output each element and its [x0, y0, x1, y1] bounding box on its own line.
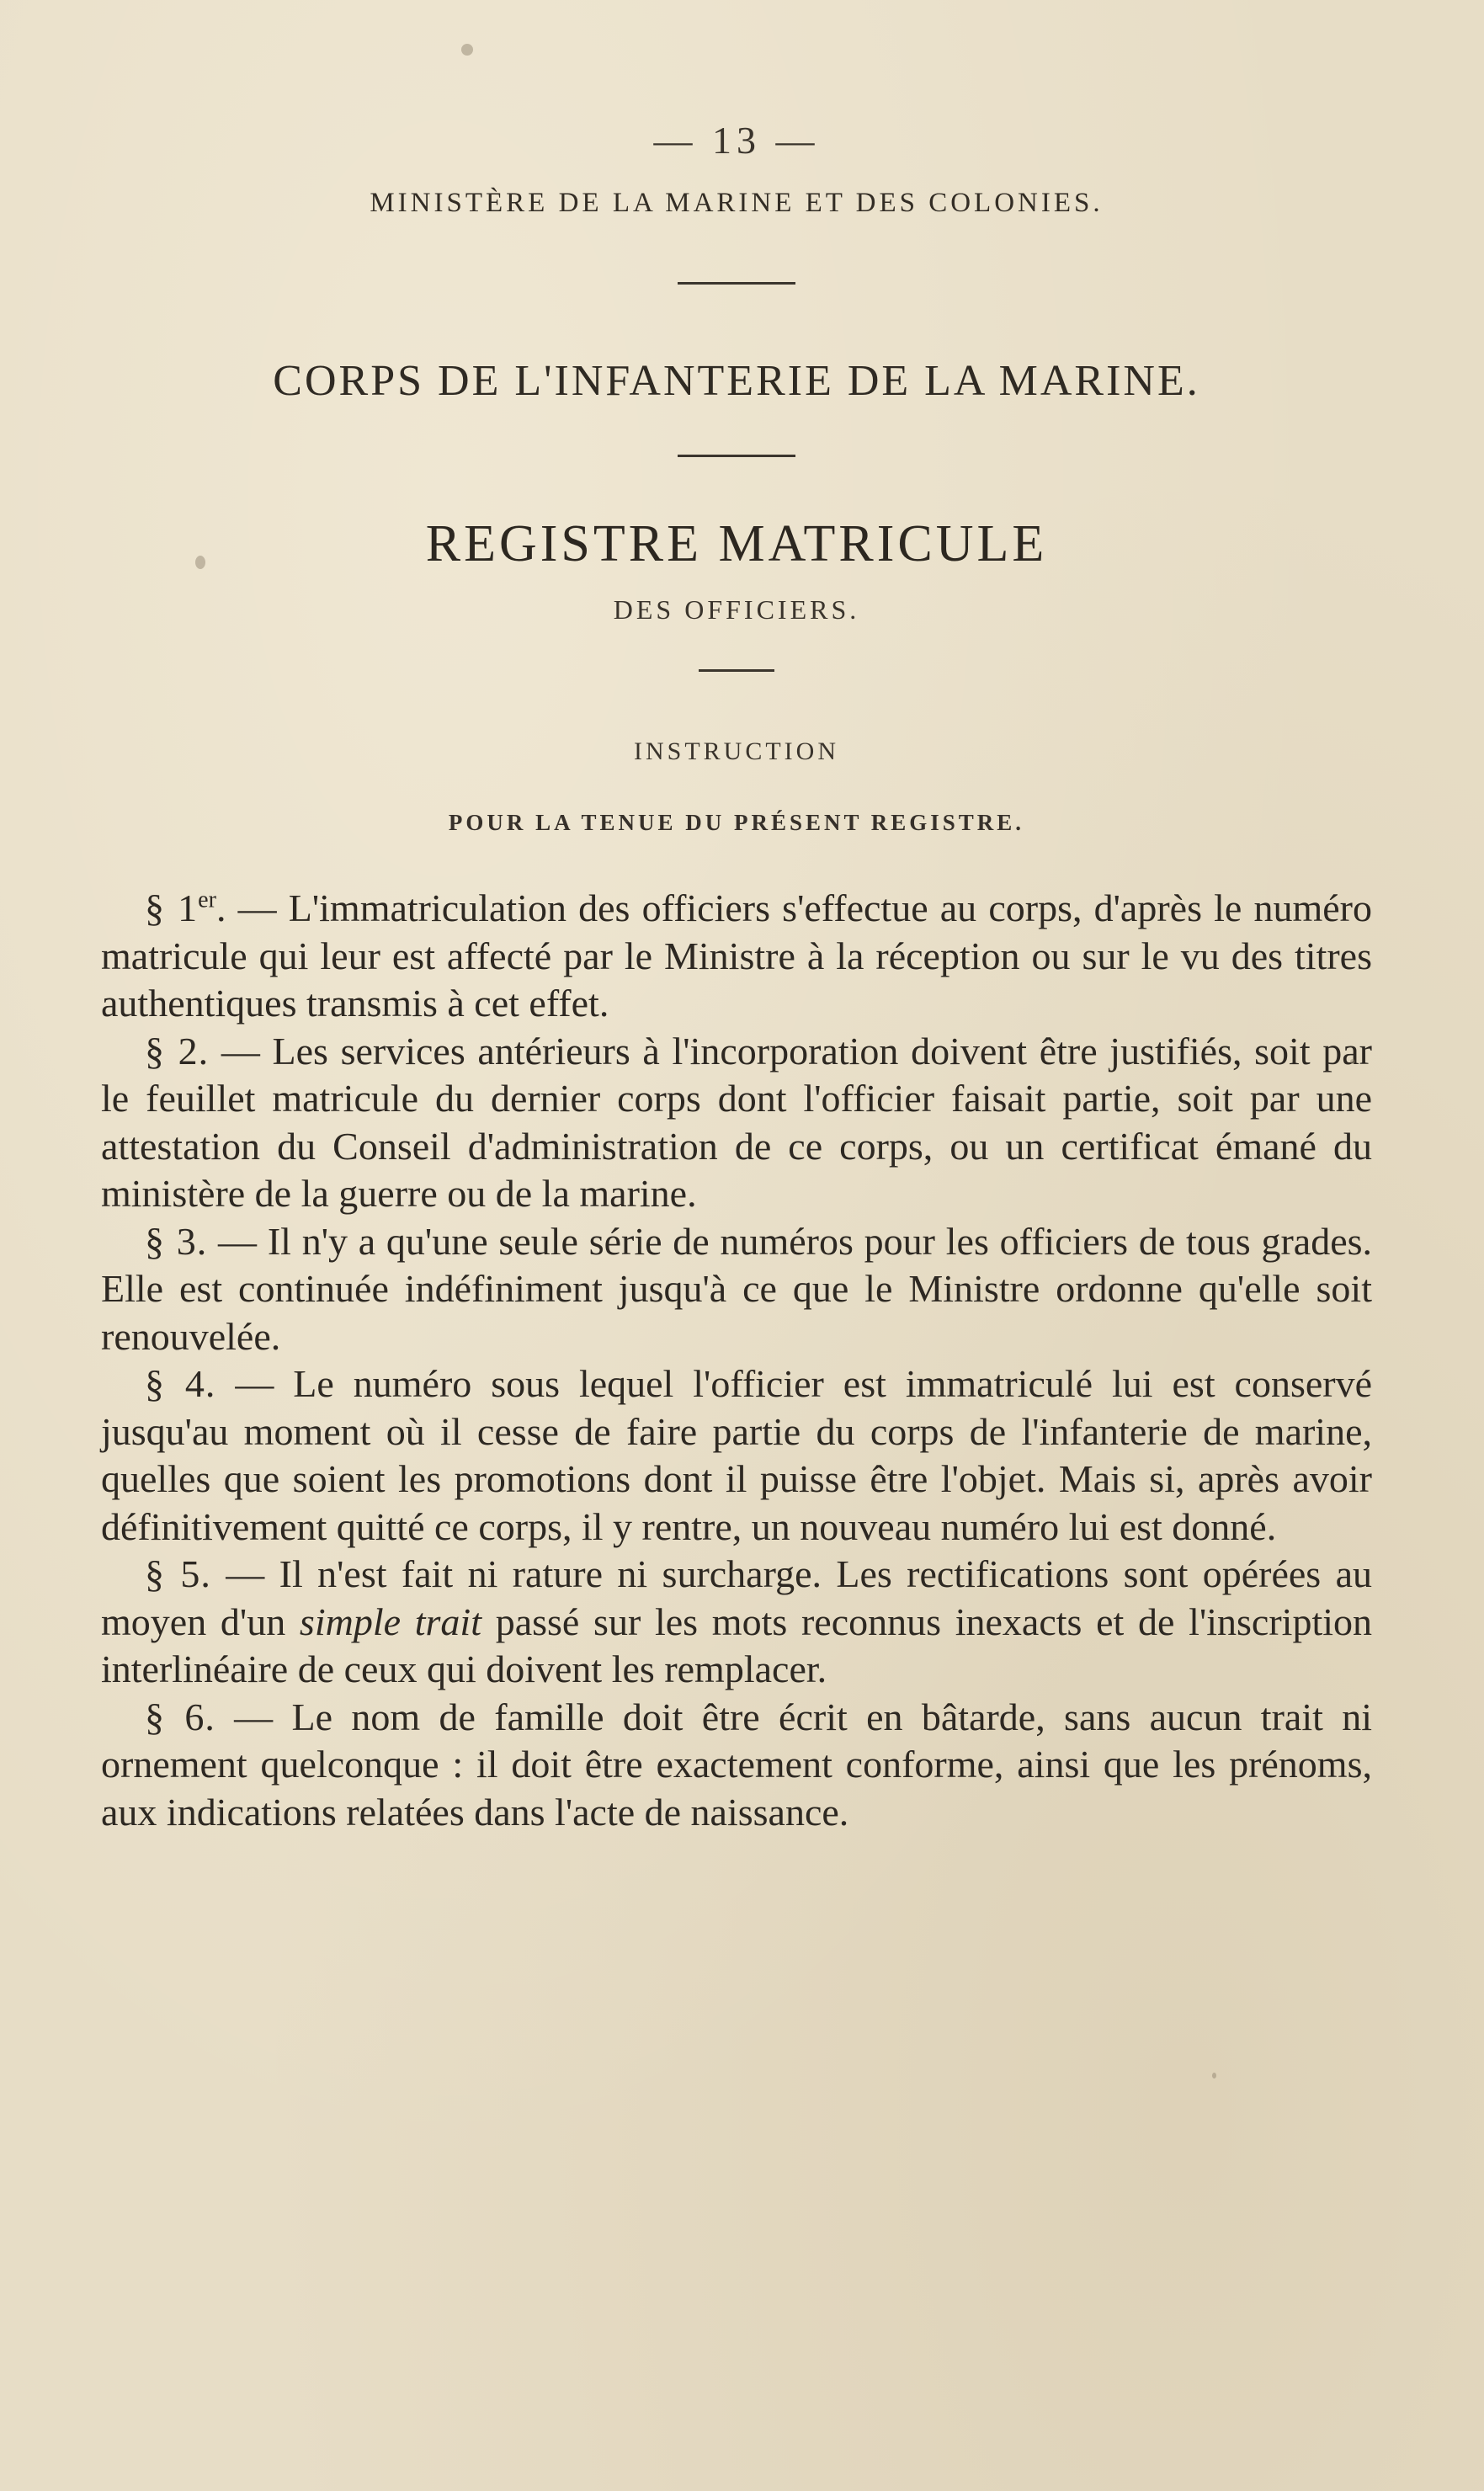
paper-speck — [195, 556, 205, 569]
register-subtitle: DES OFFICIERS. — [613, 594, 860, 625]
paper-speck — [461, 44, 473, 56]
paragraph-marker: § 5. — [145, 1552, 211, 1595]
paragraph-1 — [101, 885, 1372, 1028]
instruction-subtitle: POUR LA TENUE DU PRÉSENT REGISTRE. — [448, 810, 1025, 835]
paragraph-marker: § 6. — [145, 1695, 215, 1738]
divider-rule — [678, 282, 795, 285]
paragraph-marker: § 2. — [145, 1029, 210, 1073]
paragraph-text: — Les services antérieurs à l'incorporation doivent être justifiés, soit par le feuillet matricule du dernier corps dont l'officier faisait partie, soit par une attestation du Conseil d'administration de ce corps, ou un certificat émané du ministère de la guerre ou de la marine. — [101, 1029, 1373, 1215]
paragraph-text: — Il n'y a qu'une seule série de numéros pour les officiers de tous grades. Elle est continuée indéfiniment jusqu'à ce que le Ministre ordonne qu'elle soit renouvelée. — [101, 1219, 1373, 1358]
paragraph-6 — [101, 1694, 1372, 1837]
paragraph-marker: § 4. — [145, 1362, 216, 1405]
divider-rule — [699, 669, 774, 672]
paper-speck — [1212, 2073, 1216, 2078]
emphasized-text: simple trait — [299, 1599, 481, 1643]
ordinal-superscript: er — [198, 886, 216, 913]
corps-heading: CORPS DE L'INFANTERIE DE LA MARINE. — [273, 357, 1200, 405]
paragraph-marker: § 3. — [145, 1219, 208, 1263]
divider-rule — [678, 455, 795, 457]
paragraph-text: — Le numéro sous lequel l'officier est immatriculé lui est conservé jusqu'au moment où il cesse de faire partie du corps de l'infanterie de marine, quelles que soient les promotions dont il puisse être l'objet. Mais si, après avoir définitivement quitté ce corps, il y rentre, un nouveau numéro lui est donné. — [101, 1362, 1373, 1548]
document-page — [101, 101, 1372, 1836]
page-number: — 13 — — [653, 119, 820, 162]
paragraph-text: . — L'immatriculation des officiers s'effectue au corps, d'après le numéro matricule qui leur est affecté par le Ministre à la réception ou sur le vu des titres authentiques transmis à cet effet. — [101, 886, 1373, 1025]
paragraph-2 — [101, 1028, 1372, 1218]
paragraph-5 — [101, 1551, 1372, 1694]
paragraph-text: — Le nom de famille doit être écrit en bâtarde, sans aucun trait ni ornement quelconque : il doit être exactement conforme, ainsi que les prénoms, aux indications relatées dans l'acte de naissance. — [101, 1695, 1372, 1834]
instruction-heading: INSTRUCTION — [634, 737, 839, 765]
paper-speck — [1350, 1059, 1355, 1064]
paragraph-4 — [101, 1360, 1372, 1551]
ministry-heading: MINISTÈRE DE LA MARINE ET DES COLONIES. — [370, 188, 1104, 218]
register-title: REGISTRE MATRICULE — [425, 515, 1048, 572]
paragraph-text: — Il n'est fait ni rature ni surcharge. Les rectifications sont opérées au moyen d'un — [101, 1552, 1372, 1643]
paragraph-marker: § 1 — [145, 886, 199, 929]
paragraph-3 — [101, 1218, 1372, 1361]
paragraph-text: passé sur les mots reconnus inexacts et de l'inscription interlinéaire de ceux qui doivent les remplacer. — [101, 1599, 1373, 1690]
instruction-body — [101, 885, 1372, 1836]
